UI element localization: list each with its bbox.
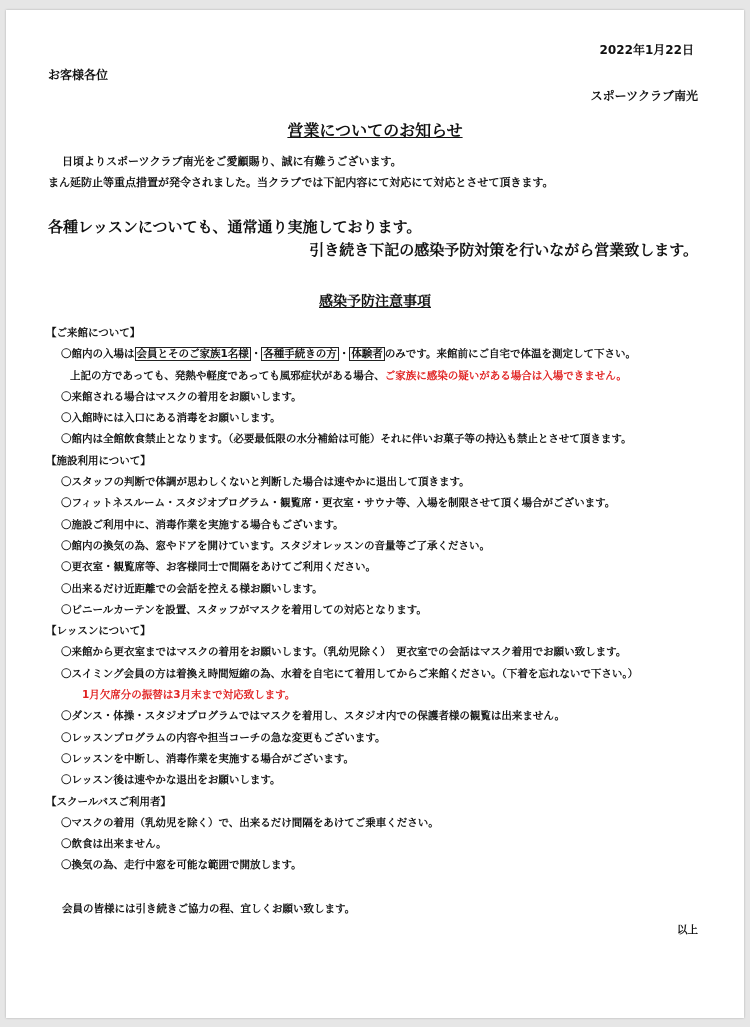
boxed-term: 各種手続きの方 (263, 348, 337, 361)
warning-text: ご家族に感染の疑いがある場合は入場できません。 (384, 369, 627, 382)
list-item: 〇施設ご利用中に、消毒作業を実施する場合もございます。 (61, 518, 344, 531)
lead-line-1: 各種レッスンについても、通常通り実施しております。 (48, 218, 422, 236)
list-item: 〇レッスンを中断し、消毒作業を実施する場合がございます。 (61, 752, 355, 765)
item-text: のみです。来館前にご自宅で体温を測定して下さい。 (384, 348, 636, 361)
separator: ・ (250, 348, 262, 361)
item-text: 〇館内の入場は (61, 348, 135, 361)
intro-line-2: まん延防止等重点措置が発令されました。当クラブでは下記内容にて対応にて対応とさせて頂きます。 (48, 176, 554, 189)
item-text: 上記の方であっても、発熱や軽度であっても風邪症状がある場合、 (70, 369, 385, 382)
section-heading-visit: 【ご来館について】 (46, 327, 141, 339)
section-title: 感染予防注意事項 (319, 294, 431, 310)
list-item: 〇レッスンプログラムの内容や担当コーチの急な変更もございます。 (61, 731, 386, 744)
list-item: 〇来館される場合はマスクの着用をお願いします。 (61, 390, 302, 403)
list-item: 〇スイミング会員の方は着換え時間短縮の為、水着を自宅にて着用してからご来館ください。（下着を忘れないで下さい。） (61, 667, 639, 680)
section-heading-lessons: 【レッスンについて】 (46, 625, 151, 638)
addressee: お客様各位 (48, 68, 109, 82)
list-item: 〇換気の為、走行中窓を可能な範囲で開放します。 (61, 859, 302, 872)
list-item: 〇スタッフの判断で体調が思わしくないと判断した場合は速やかに退出して頂きます。 (61, 476, 470, 489)
list-item: 〇来館から更衣室まではマスクの着用をお願いします。（乳幼児除く） 更衣室での会話はマスク着用でお願い致します。 (61, 646, 627, 659)
sender-name: スポーツクラブ南光 (590, 89, 698, 103)
notice-document (6, 10, 744, 1018)
list-item: 〇ダンス・体操・スタジオプログラムではマスクを着用し、スタジオ内での保護者様の観覧は出来ません。 (61, 710, 565, 723)
list-item: 〇館内は全館飲食禁止となります。（必要最低限の水分補給は可能）それに伴いお菓子等の持込も禁止とさせて頂きます。 (61, 433, 632, 446)
intro-line-1: 日頃よりスポーツクラブ南光をご愛顧賜り、誠に有難うございます。 (62, 155, 402, 168)
boxed-term: 体験者 (351, 348, 383, 361)
list-item: 〇飲食は出来ません。 (61, 838, 167, 851)
lead-line-2: 引き続き下記の感染予防対策を行いながら営業致します。 (309, 241, 698, 259)
list-item: 〇マスクの着用（乳幼児を除く）で、出来るだけ間隔をあけてご乗車ください。 (61, 816, 439, 829)
closing-remark: 会員の皆様には引き続きご協力の程、宜しくお願い致します。 (62, 903, 356, 915)
list-item: 〇館内の換気の為、窓やドアを開けています。スタジオレッスンの音量等ご了承ください。 (61, 539, 491, 552)
list-item: 〇更衣室・観覧席等、お客様同士で間隔をあけてご利用ください。 (61, 561, 376, 574)
list-item: 〇入館時には入口にある消毒をお願いします。 (61, 412, 281, 425)
boxed-term: 会員とそのご家族1名様 (136, 348, 249, 361)
section-heading-school-bus: 【スクールバスご利用者】 (46, 795, 172, 808)
document-date: 2022年1月22日 (599, 43, 694, 57)
list-item: 〇出来るだけ近距離での会話を控える様お願いします。 (61, 582, 323, 595)
section-heading-facility: 【施設利用について】 (46, 454, 151, 467)
separator: ・ (338, 348, 350, 361)
document-title: 営業についてのお知らせ (287, 121, 463, 140)
precautions-list (46, 323, 726, 877)
end-mark: 以上 (677, 924, 698, 936)
list-item: 〇フィットネスルーム・スタジオプログラム・観覧席・更衣室・サウナ等、入場を制限させて頂く場合がございます。 (61, 497, 616, 510)
list-item: 〇レッスン後は速やかな退出をお願いします。 (61, 774, 281, 787)
list-item (46, 344, 726, 365)
list-item: 〇ビニールカーテンを設置、スタッフがマスクを着用しての対応となります。 (61, 603, 427, 616)
warning-text: 1月欠席分の振替は3月末まで対応致します。 (82, 689, 296, 702)
list-item-continuation (46, 366, 726, 387)
